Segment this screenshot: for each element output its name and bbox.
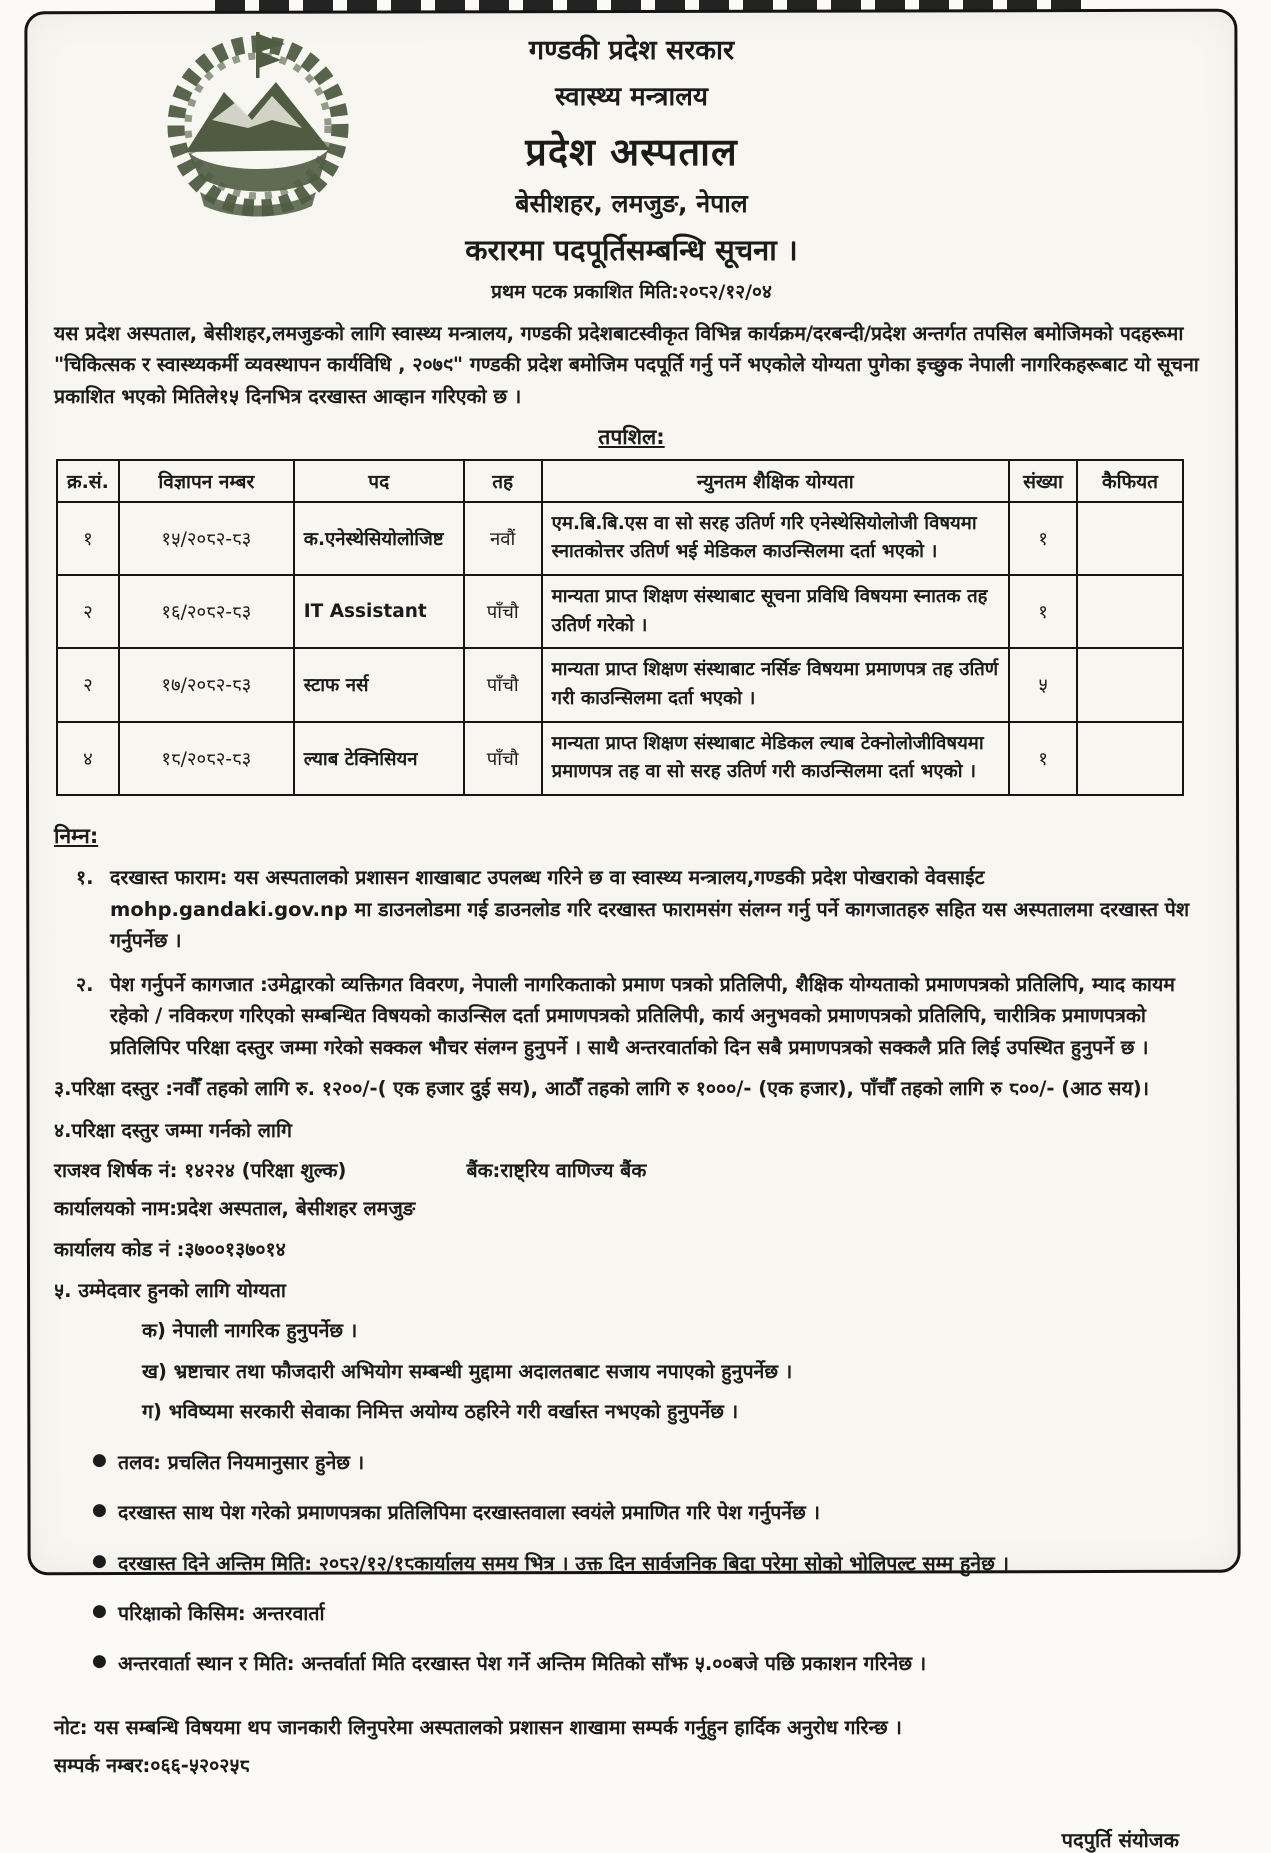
cell-serial: २	[57, 575, 119, 648]
bank-name: बैंक:राष्ट्रिय वाणिज्य बैंक	[466, 1158, 647, 1182]
cell-advt-number: १६/२०८२-८३	[119, 575, 294, 648]
table-header-row	[57, 460, 1183, 502]
signature-title: पदपुर्ति संयोजक	[1061, 1828, 1179, 1853]
cell-qualification: मान्यता प्राप्त शिक्षण संस्थाबाट मेडिकल ल्याब टेक्नोलोजीविषयमा प्रमाणपत्र तह वा सो सरह उतिर्ण गरी काउन्सिलमा दर्ता भएको ।	[542, 722, 1009, 795]
table-row	[57, 722, 1183, 795]
bullet-text: अन्तरवार्ता स्थान र मिति: अन्तर्वार्ता मिति दरखास्त पेश गर्ने अन्तिम मितिको साँझ ५.००बजे पछि प्रकाशन गरिनेछ ।	[118, 1652, 927, 1676]
table-row	[57, 575, 1183, 648]
cell-advt-number: १८/२०८२-८३	[119, 722, 294, 795]
eligibility-ka: क) नेपाली नागरिक हुनुपर्नेछ ।	[142, 1319, 358, 1343]
item-text	[110, 862, 1209, 957]
cell-level: पाँचौ	[464, 722, 542, 795]
bullet-item	[54, 1498, 1209, 1527]
cell-post: IT Assistant	[294, 575, 464, 648]
list-item-5: ५. उम्मेदवार हुनको लागि योग्यता	[54, 1279, 286, 1303]
cell-remarks	[1077, 575, 1183, 648]
list-item-1	[54, 862, 1209, 957]
bullet-icon: ●	[92, 1651, 107, 1672]
bullet-text: तलव: प्रचलित नियमानुसार हुनेछ ।	[118, 1451, 365, 1475]
published-date: प्रथम पटक प्रकाशित मिति:२०८२/१२/०४	[491, 280, 772, 303]
cell-remarks	[1077, 502, 1183, 575]
fee-deposit-line	[54, 1156, 1209, 1183]
list-item-4: ४.परिक्षा दस्तुर जम्मा गर्नको लागि	[54, 1118, 293, 1142]
bullet-item	[54, 1599, 1209, 1628]
office-code: कार्यालय कोड नं :३७००१३७०१४	[54, 1238, 286, 1261]
item-body: उमेद्वारको व्यक्तिगत विवरण, नेपाली नागरिकताको प्रमाण पत्रको प्रतिलिपी, शैक्षिक योग्यताको प्रमाणपत्रको प्रतिलिपि, म्याद कायम रहेको / नविकरण गरिएको सम्बन्धित विषयको काउन्सिल दर्ता प्रमाणपत्रको प्रतिलिपी, कार्य अनुभवको प्रमाणपत्रको प्रतिलिपि, चारीत्रिक प्रमाणपत्रको प्रतिलिपिर परिक्षा दस्तुर जम्मा गरेको सक्कल भौचर संलग्न हुनुपर्ने । साथै अन्तरवार्ताको दिन सबै प्रमाणपत्रको सक्कलै प्रति लिई उपस्थित हुनुपर्ने छ ।	[110, 972, 1175, 1059]
cell-post: ल्याब टेक्निसियन	[294, 722, 464, 795]
bullet-list	[54, 1448, 1209, 1678]
eligibility-kha: ख) भ्रष्टाचार तथा फौजदारी अभियोग सम्बन्धी मुद्दामा अदालतबाट सजाय नपाएको हुनुपर्नेछ ।	[142, 1359, 793, 1383]
col-serial: क्र.सं.	[57, 460, 119, 502]
cell-remarks	[1077, 722, 1183, 795]
col-post: पद	[294, 460, 464, 502]
item-body: यस अस्पतालको प्रशासन शाखाबाट उपलब्ध गरिने छ वा स्वास्थ्य मन्त्रालय,गण्डकी प्रदेश पोखराको वेवसाईट mohp.gandaki.gov.np मा डाउनलोडमा गई डाउनलोड गरि दरखास्त फारामसंग संलग्न गर्नु पर्ने कागजातहरु सहित यस अस्पतालमा दरखास्त पेश गर्नुपर्नेछ ।	[110, 865, 1190, 953]
bullet-icon: ●	[92, 1600, 107, 1621]
cell-advt-number: १५/२०८२-८३	[119, 502, 294, 575]
col-level: तह	[464, 460, 542, 502]
cell-count: १	[1009, 722, 1077, 795]
contact-number: सम्पर्क नम्बर:०६६-५२०२५८	[54, 1754, 250, 1778]
cell-remarks	[1077, 648, 1183, 721]
item-number: १.	[76, 865, 94, 889]
eligibility-ga: ग) भविष्यमा सरकारी सेवाका निमित्त अयोग्य ठहरिने गरी वर्खास्त नभएको हुनुपर्नेछ ।	[142, 1399, 739, 1423]
col-qualification: न्युनतम शैक्षिक योग्यता	[542, 460, 1009, 502]
hospital-address: बेसीशहर, लमजुङ, नेपाल	[515, 189, 748, 219]
cell-level: नवौं	[464, 502, 542, 575]
list-item-3: ३.परिक्षा दस्तुर :नवौँ तहको लागि रु. १२००/-( एक हजार दुई सय), आठौँ तहको लागि रु १०००/- (एक हजार), पाँचौँ तहको लागि रु ८००/- (आठ सय)।	[54, 1077, 1150, 1101]
office-name: कार्यालयको नाम:प्रदेश अस्पताल, बेसीशहर लमजुङ	[54, 1196, 416, 1220]
table-title: तपशिल:	[598, 424, 665, 449]
cell-advt-number: १७/२०८२-८३	[119, 648, 294, 721]
bullet-item	[54, 1549, 1209, 1578]
bullet-text: दरखास्त साथ पेश गरेको प्रमाणपत्रका प्रतिलिपिमा दरखास्तवाला स्वयंले प्रमाणित गरि पेश गर्नुपर्नेछ ।	[118, 1501, 820, 1525]
item-label: पेश गर्नुपर्ने कागजात :	[110, 972, 268, 996]
ministry-name: स्वास्थ्य मन्त्रालय	[555, 81, 708, 112]
cell-count: १	[1009, 502, 1077, 575]
revenue-head-number: राजश्व शिर्षक नं: १४२२४ (परिक्षा शुल्क)	[54, 1158, 347, 1182]
col-advt-number: विज्ञापन नम्बर	[119, 460, 294, 502]
col-remarks: कैफियत	[1077, 460, 1183, 502]
bullet-text: परिक्षाको किसिम: अन्तरवार्ता	[118, 1601, 325, 1625]
cell-qualification: मान्यता प्राप्त शिक्षण संस्थाबाट नर्सिङ विषयमा प्रमाणपत्र तह उतिर्ण गरी काउन्सिलमा दर्ता भएको ।	[542, 648, 1009, 721]
item-number: २.	[76, 972, 94, 996]
item-text	[110, 969, 1209, 1064]
bullet-item	[54, 1649, 1209, 1678]
nimna-heading: निम्न:	[54, 823, 99, 848]
note-line: नोट: यस सम्बन्धि विषयमा थप जानकारी लिनुपरेमा अस्पतालको प्रशासन शाखामा सम्पर्क गर्नुहुन हार्दिक अनुरोध गरिन्छ ।	[54, 1716, 902, 1740]
table-row	[57, 648, 1183, 721]
cell-qualification: एम.बि.बि.एस वा सो सरह उतिर्ण गरि एनेस्थेसियोलोजी विषयमा स्नातकोत्तर उतिर्ण भई मेडिकल काउन्सिलमा दर्ता भएको ।	[542, 502, 1009, 575]
nepal-government-emblem-icon	[152, 24, 364, 224]
cell-level: पाँचौ	[464, 575, 542, 648]
cell-post: स्टाफ नर्स	[294, 648, 464, 721]
government-name: गण्डकी प्रदेश सरकार	[528, 35, 735, 66]
notice-title: करारमा पदपूर्तिसम्बन्धि सूचना ।	[465, 233, 798, 268]
bullet-text: दरखास्त दिने अन्तिम मिति: २०८२/१२/१८कार्यालय समय भित्र । उक्त दिन सार्वजनिक बिदा परेमा सोको भोलिपल्ट सम्म हुनेछ ।	[118, 1551, 1009, 1575]
cell-count: १	[1009, 575, 1077, 648]
bullet-icon: ●	[92, 1500, 107, 1521]
table-row	[57, 502, 1183, 575]
cell-serial: २	[57, 648, 119, 721]
cell-count: ५	[1009, 648, 1077, 721]
bullet-icon: ●	[92, 1450, 107, 1471]
list-item-2	[54, 969, 1209, 1064]
col-count: संख्या	[1009, 460, 1077, 502]
bullet-icon: ●	[92, 1550, 107, 1571]
cell-serial: ४	[57, 722, 119, 795]
cell-serial: १	[57, 502, 119, 575]
cell-qualification: मान्यता प्राप्त शिक्षण संस्थाबाट सूचना प्रविधि विषयमा स्नातक तह उतिर्ण गरेको ।	[542, 575, 1009, 648]
intro-paragraph: यस प्रदेश अस्पताल, बेसीशहर,लमजुङको लागि स्वास्थ्य मन्त्रालय, गण्डकी प्रदेशबाटस्वीकृत विभिन्न कार्यक्रम/दरबन्दी/प्रदेश अन्तर्गत तपसिल बमोजिमको पदहरूमा "चिकित्सक र स्वास्थ्यकर्मी व्यवस्थापन कार्यविधि , २०७९" गण्डकी प्रदेश बमोजिम पदपूर्ति गर्नु पर्ने भएकोले योग्यता पुगेका इच्छुक नेपाली नागरिकहरूबाट यो सूचना प्रकाशित भएको मितिले१५ दिनभित्र दरखास्त आव्हान गरिएको छ ।	[54, 321, 1199, 409]
bullet-item	[54, 1448, 1209, 1477]
vacancy-table	[56, 459, 1184, 796]
cell-post: क.एनेस्थेसियोलोजिष्ट	[294, 502, 464, 575]
item-label: दरखास्त फाराम:	[110, 865, 228, 889]
cell-level: पाँचौ	[464, 648, 542, 721]
notice-content	[40, 16, 1223, 1853]
hospital-name: प्रदेश अस्पताल	[525, 129, 738, 174]
